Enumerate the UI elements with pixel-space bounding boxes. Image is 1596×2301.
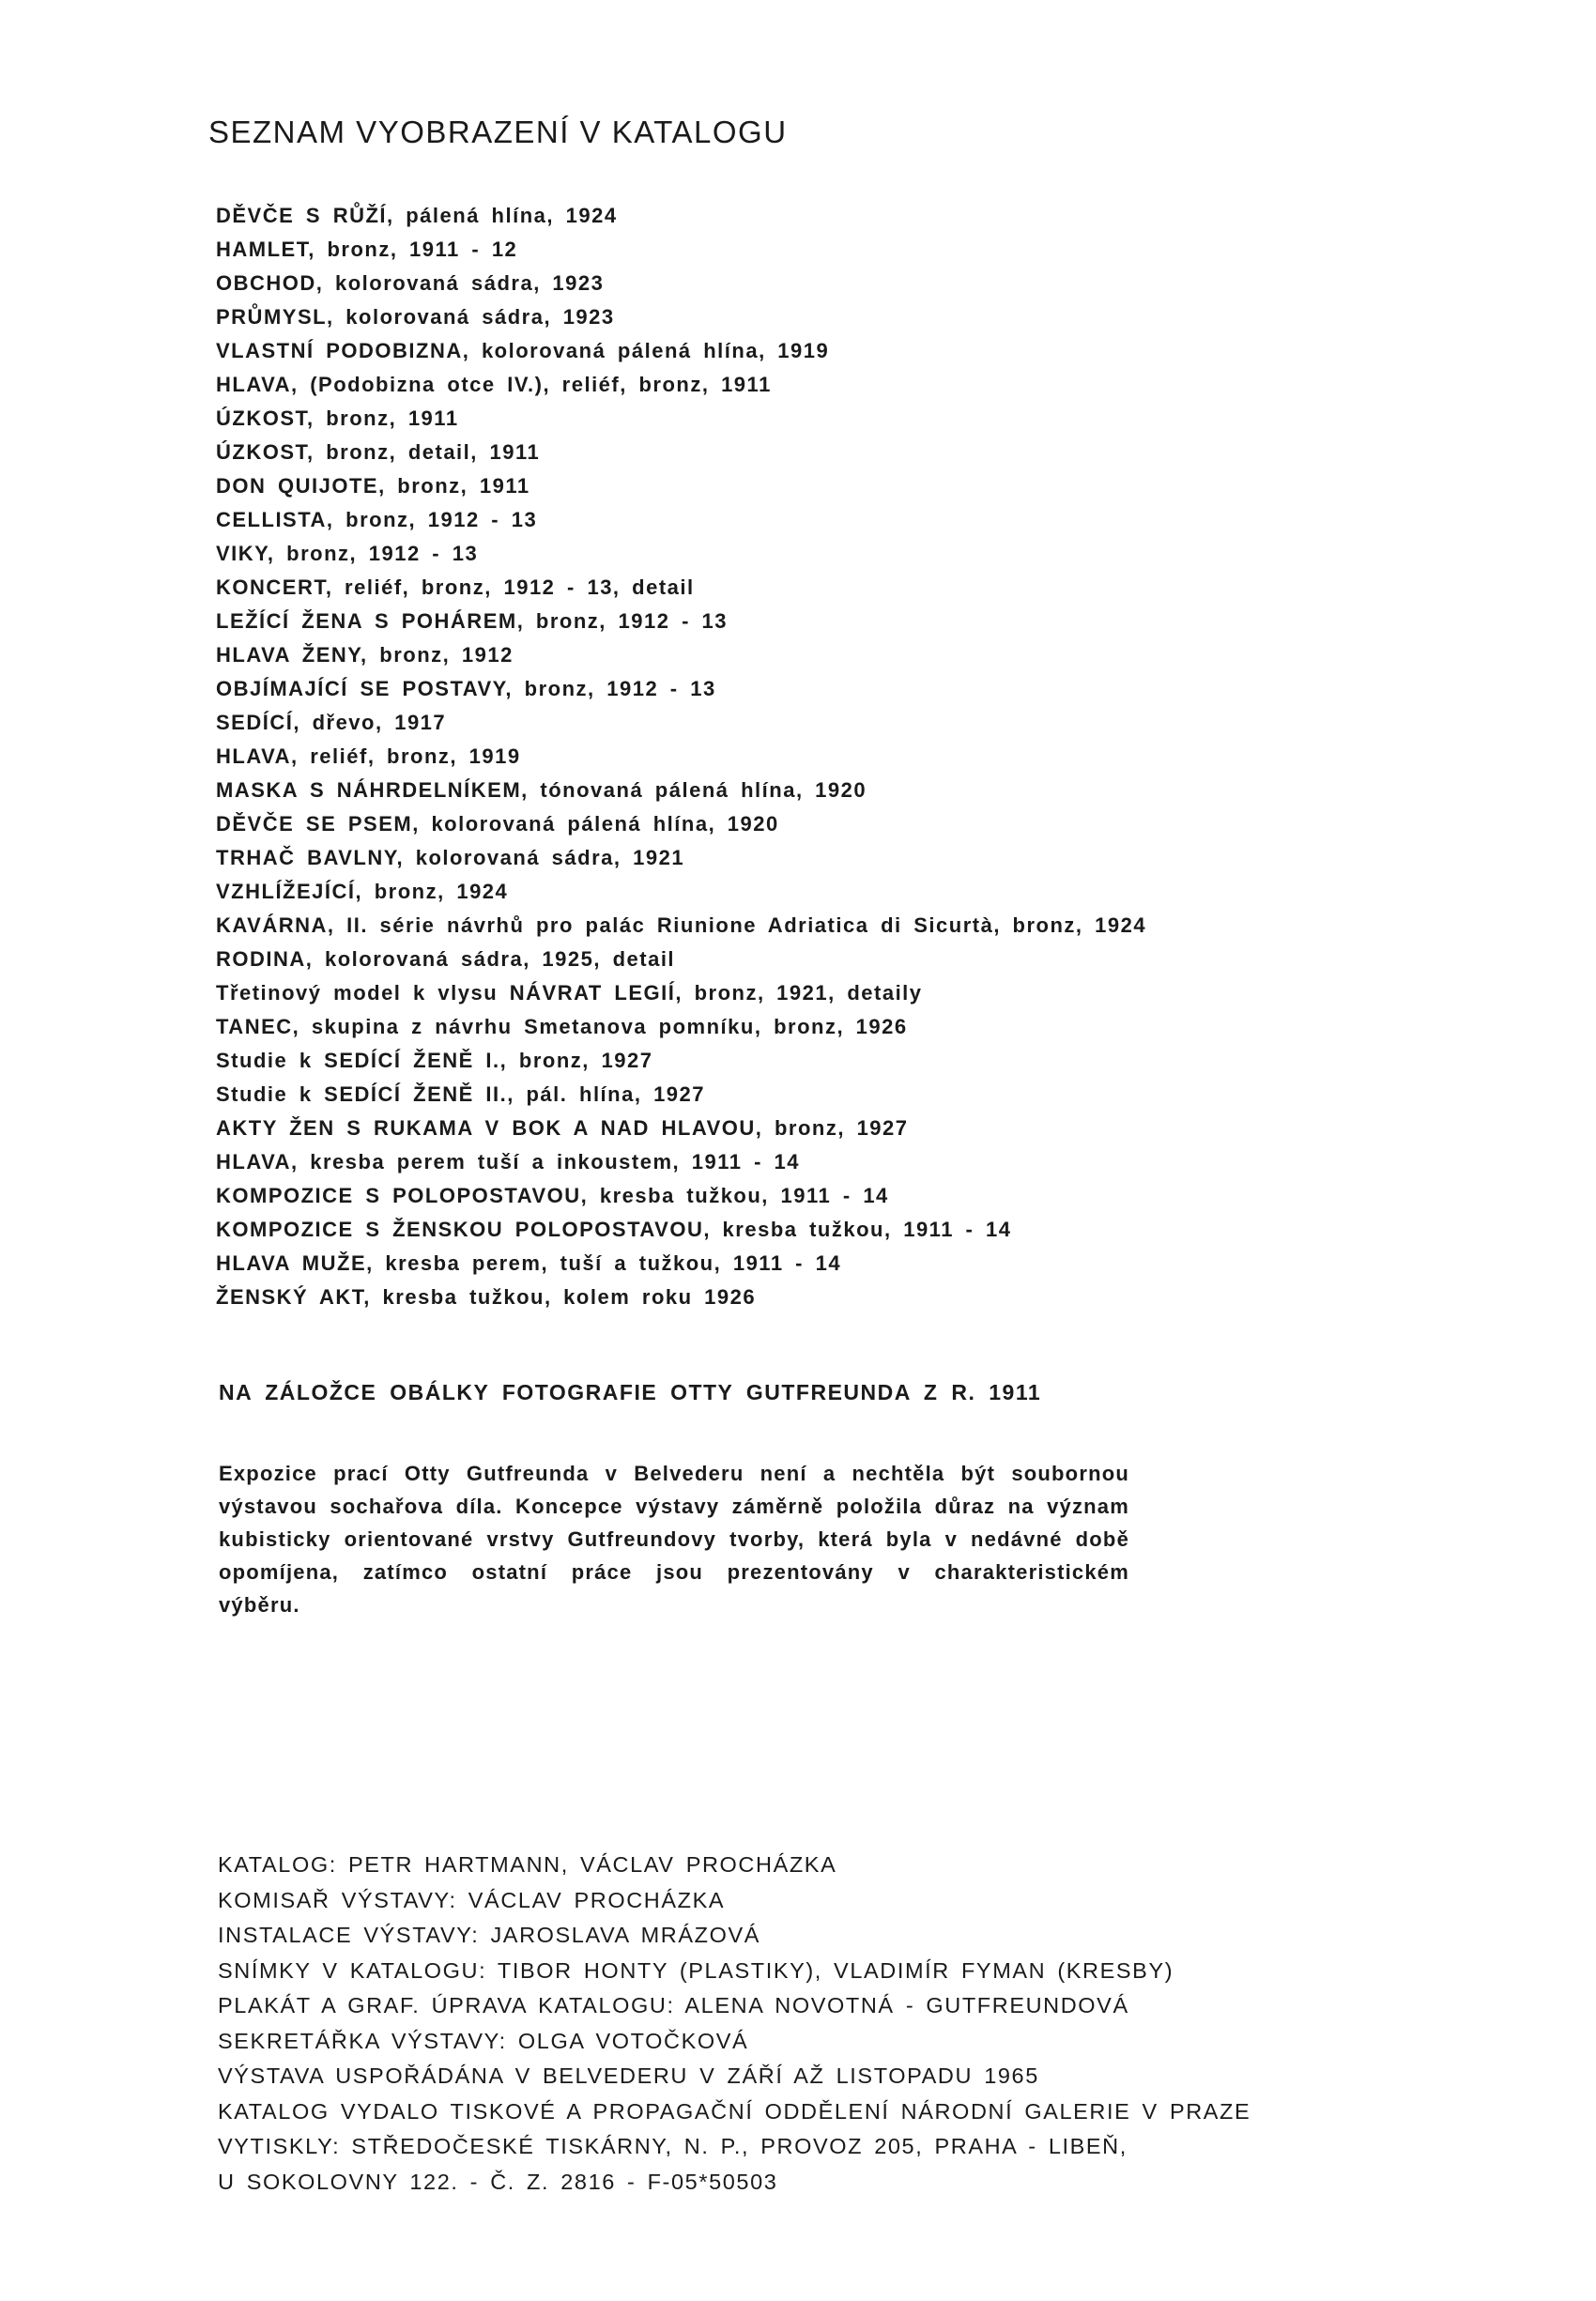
- list-item: HLAVA, reliéf, bronz, 1919: [216, 744, 521, 768]
- list-item: KONCERT, reliéf, bronz, 1912 - 13, detail: [216, 575, 695, 599]
- credit-line: INSTALACE VÝSTAVY: JAROSLAVA MRÁZOVÁ: [218, 1923, 761, 1947]
- list-item: HAMLET, bronz, 1911 - 12: [216, 238, 518, 261]
- list-item: VIKY, bronz, 1912 - 13: [216, 542, 479, 565]
- credit-line: KOMISAŘ VÝSTAVY: VÁCLAV PROCHÁZKA: [218, 1887, 726, 1912]
- list-item: KAVÁRNA, II. série návrhů pro palác Riunione Adriatica di Sicurtà, bronz, 1924: [216, 913, 1147, 937]
- list-item: HLAVA ŽENY, bronz, 1912: [216, 643, 514, 667]
- list-item: Třetinový model k vlysu NÁVRAT LEGIÍ, bronz, 1921, detaily: [216, 981, 923, 1005]
- list-item: ŽENSKÝ AKT, kresba tužkou, kolem roku 1926: [216, 1285, 757, 1309]
- list-item: TRHAČ BAVLNY, kolorovaná sádra, 1921: [216, 846, 685, 869]
- list-item: TANEC, skupina z návrhu Smetanova pomníku, bronz, 1926: [216, 1015, 908, 1038]
- page-title: SEZNAM VYOBRAZENÍ V KATALOGU: [208, 115, 788, 149]
- list-item: SEDÍCÍ, dřevo, 1917: [216, 711, 447, 734]
- list-item: ÚZKOST, bronz, detail, 1911: [216, 440, 541, 464]
- list-item: RODINA, kolorovaná sádra, 1925, detail: [216, 947, 676, 971]
- credit-line: PLAKÁT A GRAF. ÚPRAVA KATALOGU: ALENA NOVOTNÁ - GUTFREUNDOVÁ: [218, 1993, 1129, 2017]
- list-item: HLAVA, (Podobizna otce IV.), reliéf, bronz, 1911: [216, 373, 772, 396]
- list-item: VZHLÍŽEJÍCÍ, bronz, 1924: [216, 880, 509, 903]
- credit-line: SNÍMKY V KATALOGU: TIBOR HONTY (PLASTIKY), VLADIMÍR FYMAN (KRESBY): [218, 1957, 1174, 1983]
- list-item: AKTY ŽEN S RUKAMA V BOK A NAD HLAVOU, bronz, 1927: [216, 1116, 909, 1140]
- credit-line: SEKRETÁŘKA VÝSTAVY: OLGA VOTOČKOVÁ: [218, 2028, 749, 2053]
- cover-photo-note: NA ZÁLOŽCE OBÁLKY FOTOGRAFIE OTTY GUTFREUNDA Z R. 1911: [219, 1380, 1042, 1404]
- list-item: DĚVČE S RŮŽÍ, pálená hlína, 1924: [216, 204, 618, 227]
- list-item: Studie k SEDÍCÍ ŽENĚ II., pál. hlína, 1927: [216, 1082, 706, 1106]
- credit-line: U SOKOLOVNY 122. - Č. Z. 2816 - F-05*50503: [218, 2169, 778, 2194]
- exhibition-paragraph: Expozice prací Otty Gutfreunda v Belvederu není a nechtěla být soubornou výstavou sochařova díla. Koncepce výstavy záměrně položila důraz na význam kubisticky orientované vrstvy Gutfreundovy tvorby, která byla v nedávné době opomíjena, zatímco ostatní práce jsou prezentovány v charakteristickém výběru.: [219, 1462, 1129, 1617]
- credit-line: VYTISKLY: STŘEDOČESKÉ TISKÁRNY, N. P., PROVOZ 205, PRAHA - LIBEŇ,: [218, 2134, 1128, 2158]
- credit-line: VÝSTAVA USPOŘÁDÁNA V BELVEDERU V ZÁŘÍ AŽ LISTOPADU 1965: [218, 2063, 1039, 2088]
- list-item: Studie k SEDÍCÍ ŽENĚ I., bronz, 1927: [216, 1049, 653, 1072]
- list-item: DON QUIJOTE, bronz, 1911: [216, 474, 530, 498]
- credit-line: KATALOG: PETR HARTMANN, VÁCLAV PROCHÁZKA: [218, 1852, 837, 1877]
- works-list: [216, 199, 1155, 1314]
- list-item: CELLISTA, bronz, 1912 - 13: [216, 508, 538, 531]
- credit-line: KATALOG VYDALO TISKOVÉ A PROPAGAČNÍ ODDĚLENÍ NÁRODNÍ GALERIE V PRAZE: [218, 2098, 1251, 2124]
- list-item: HLAVA, kresba perem tuší a inkoustem, 1911 - 14: [216, 1150, 800, 1174]
- list-item: HLAVA MUŽE, kresba perem, tuší a tužkou, 1911 - 14: [216, 1251, 842, 1275]
- list-item: ÚZKOST, bronz, 1911: [216, 407, 459, 430]
- list-item: KOMPOZICE S POLOPOSTAVOU, kresba tužkou, 1911 - 14: [216, 1184, 889, 1207]
- list-item: PRŮMYSL, kolorovaná sádra, 1923: [216, 305, 615, 329]
- list-item: DĚVČE SE PSEM, kolorovaná pálená hlína, 1920: [216, 812, 779, 836]
- list-item: OBCHOD, kolorovaná sádra, 1923: [216, 271, 605, 295]
- list-item: VLASTNÍ PODOBIZNA, kolorovaná pálená hlína, 1919: [216, 339, 830, 362]
- list-item: KOMPOZICE S ŽENSKOU POLOPOSTAVOU, kresba tužkou, 1911 - 14: [216, 1218, 1012, 1241]
- list-item: MASKA S NÁHRDELNÍKEM, tónovaná pálená hlína, 1920: [216, 778, 867, 802]
- list-item: OBJÍMAJÍCÍ SE POSTAVY, bronz, 1912 - 13: [216, 677, 716, 700]
- list-item: LEŽÍCÍ ŽENA S POHÁREM, bronz, 1912 - 13: [216, 609, 728, 633]
- credits-block: [218, 1848, 1438, 2200]
